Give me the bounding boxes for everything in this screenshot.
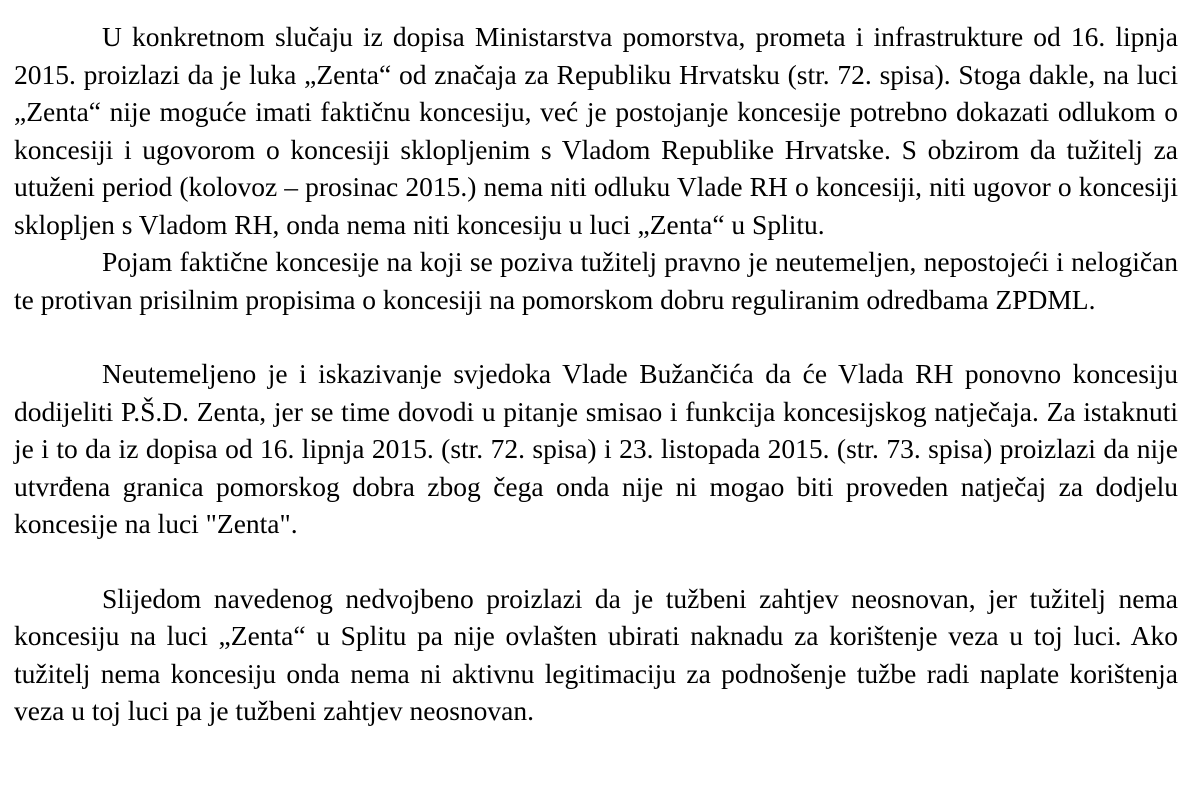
paragraph-spacer (14, 318, 1178, 355)
paragraph-4: Slijedom navedenog nedvojbeno proizlazi da je tužbeni zahtjev neosnovan, jer tužitelj nema koncesiju na luci „Zenta“ u Splitu pa nije ovlašten ubirati naknadu za korištenje veza u toj luci. Ako tužitelj nema koncesiju onda nema ni aktivnu legitimaciju za podnošenje tužbe radi naplate korištenja veza u toj luci pa je tužbeni zahtjev neosnovan. (14, 582, 1178, 726)
paragraph-2: Pojam faktične koncesije na koji se poziva tužitelj pravno je neutemeljen, nepostojeći i nelogičan te protivan prisilnim propisima o koncesiji na pomorskom dobru reguliranim odredbama ZPDML. (14, 246, 1178, 315)
paragraph-spacer (14, 543, 1178, 580)
paragraph-3: Neutemeljeno je i iskazivanje svjedoka Vlade Bužančića da će Vlada RH ponovno koncesiju dodijeliti P.Š.D. Zenta, jer se time dovodi u pitanje smisao i funkcija koncesijskog natječaja. Za istaknuti je i to da iz dopisa od 16. lipnja 2015. (str. 72. spisa) i 23. listopada 2015. (str. 73. spisa) proizlazi da nije utvrđena granica pomorskog dobra zbog čega onda nije ni mogao biti proveden natječaj za dodjelu koncesije na luci "Zenta". (14, 358, 1178, 539)
paragraph-1: U konkretnom slučaju iz dopisa Ministarstva pomorstva, prometa i infrastrukture od 16. lipnja 2015. proizlazi da je luka „Zenta“ od značaja za Republiku Hrvatsku (str. 72. spisa). Stoga dakle, na luci „Zenta“ nije moguće imati faktičnu koncesiju, već je postojanje koncesije potrebno dokazati odlukom o koncesiji i ugovorom o koncesiji sklopljenim s Vladom Republike Hrvatske. S obzirom da tužitelj za utuženi period (kolovoz – prosinac 2015.) nema niti odluku Vlade RH o koncesiji, niti ugovor o koncesiji sklopljen s Vladom RH, onda nema niti koncesiju u luci „Zenta“ u Splitu. (14, 21, 1178, 240)
